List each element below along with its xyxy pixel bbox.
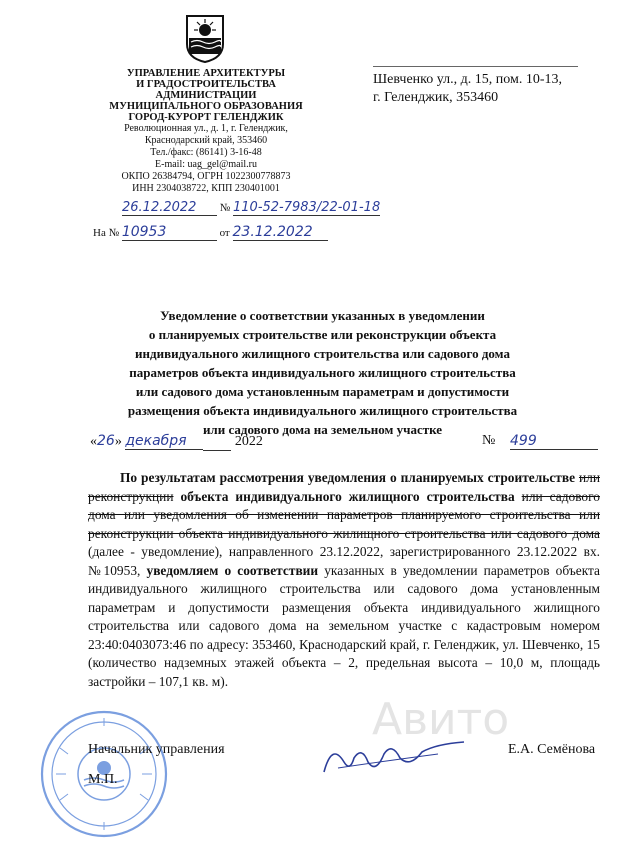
redacted-recipient-line <box>373 60 578 67</box>
body-text: (далее - уведомление), направленного 23.12.2022, зарегистрированного 23.12.2022 вх.№10953, <box>88 544 600 578</box>
doc-number-label: № <box>482 433 496 448</box>
doc-number: 499 <box>510 433 598 450</box>
sender-email: E-mail: uag_gel@mail.ru <box>155 159 257 170</box>
title-line: параметров объекта индивидуального жилищного строительства <box>129 365 516 380</box>
org-name-line: АДМИНИСТРАЦИИ <box>155 90 257 101</box>
struck-text: или садового дома или уведомления об изменении параметров планируемого строительства или реконструкции объекта индивидуального жилищного строительства или садового дома <box>88 488 600 541</box>
title-line: Уведомление о соответствии указанных в уведомлении <box>160 308 485 323</box>
incoming-reference <box>93 224 328 241</box>
body-text-bold: уведомляем о соответствии <box>146 562 319 578</box>
title-line: размещения объекта индивидуального жилищного строительства <box>127 403 518 418</box>
body-paragraph <box>88 469 600 691</box>
org-name-line: ГОРОД-КУРОРТ ГЕЛЕНДЖИК <box>128 112 284 123</box>
body-text-bold: объекта индивидуального жилищного строительства <box>180 488 515 504</box>
sender-address: Революционная ул., д. 1, г. Геленджик, <box>124 123 288 134</box>
month-fill-line <box>203 434 231 451</box>
doc-month: декабря <box>125 433 203 450</box>
outgoing-date: 26.12.2022 <box>122 200 217 216</box>
body-text-bold: По результатам рассмотрения уведомления о планируемых строительстве <box>120 470 576 485</box>
incoming-date: 23.12.2022 <box>233 224 328 241</box>
document-title <box>95 306 550 439</box>
title-line: о планируемых строительстве или реконструкции объекта <box>148 327 497 342</box>
document-date-line <box>90 433 600 453</box>
sender-header <box>90 68 322 195</box>
title-line: или садового дома на земельном участке <box>202 422 443 437</box>
notice-body <box>88 469 600 691</box>
on-number-label: На № <box>93 227 120 239</box>
stamp-place-label: М.П. <box>88 772 118 787</box>
doc-day: 26 <box>97 433 115 449</box>
coat-of-arms-emblem <box>185 14 225 64</box>
open-quote: « <box>90 434 97 449</box>
sender-okpo: ОКПО 26384794, ОГРН 1022300778873 <box>121 171 291 182</box>
signatory-name: Е.А. Семёнова <box>508 742 596 757</box>
sender-inn: ИНН 2304038722, КПП 230401001 <box>132 183 280 194</box>
from-label: от <box>219 227 230 239</box>
struck-text: или реконструкции <box>88 470 600 504</box>
body-text: указанных в уведомлении параметров объекта индивидуального жилищного строительства или садового дома установленным параметрам и допустимости размещения объекта индивидуального жилищного строительства или садового дома на земельном участке с кадастровым номером 23:40:0403073:46 по адресу: 353460, Краснодарский край, г. Геленджик, ул. Шевченко, 15 (количество надземных этажей объекта – 2, предельная высота – 10,0 м, площадь застройки – 107,1 кв. м). <box>88 562 600 689</box>
handwritten-signature <box>318 732 468 782</box>
title-line: индивидуального жилищного строительства или садового дома <box>135 346 510 361</box>
signatory-position: Начальник управления <box>88 742 225 757</box>
recipient-address-line: г. Геленджик, 353460 <box>373 90 499 105</box>
watermark-logo: Авито <box>372 694 510 745</box>
sender-phone: Тел./факс: (86141) 3-16-48 <box>150 147 262 158</box>
outgoing-number: 110-52-7983/22-01-18 <box>233 200 381 215</box>
incoming-number: 10953 <box>122 224 217 241</box>
number-label: № <box>219 202 231 214</box>
title-line: или садового дома установленным параметрам и допустимости <box>135 384 510 399</box>
close-quote: » <box>114 434 122 449</box>
recipient-address-line: Шевченко ул., д. 15, пом. 10-13, <box>373 72 562 87</box>
sender-address: Краснодарский край, 353460 <box>144 135 268 146</box>
org-name-line: И ГРАДОСТРОИТЕЛЬСТВА <box>136 79 276 90</box>
org-name-line: УПРАВЛЕНИЕ АРХИТЕКТУРЫ <box>126 68 286 79</box>
org-name-line: МУНИЦИПАЛЬНОГО ОБРАЗОВАНИЯ <box>109 101 303 112</box>
outgoing-registration <box>122 200 380 216</box>
recipient-address <box>373 60 603 107</box>
doc-year: 2022 <box>234 434 263 449</box>
